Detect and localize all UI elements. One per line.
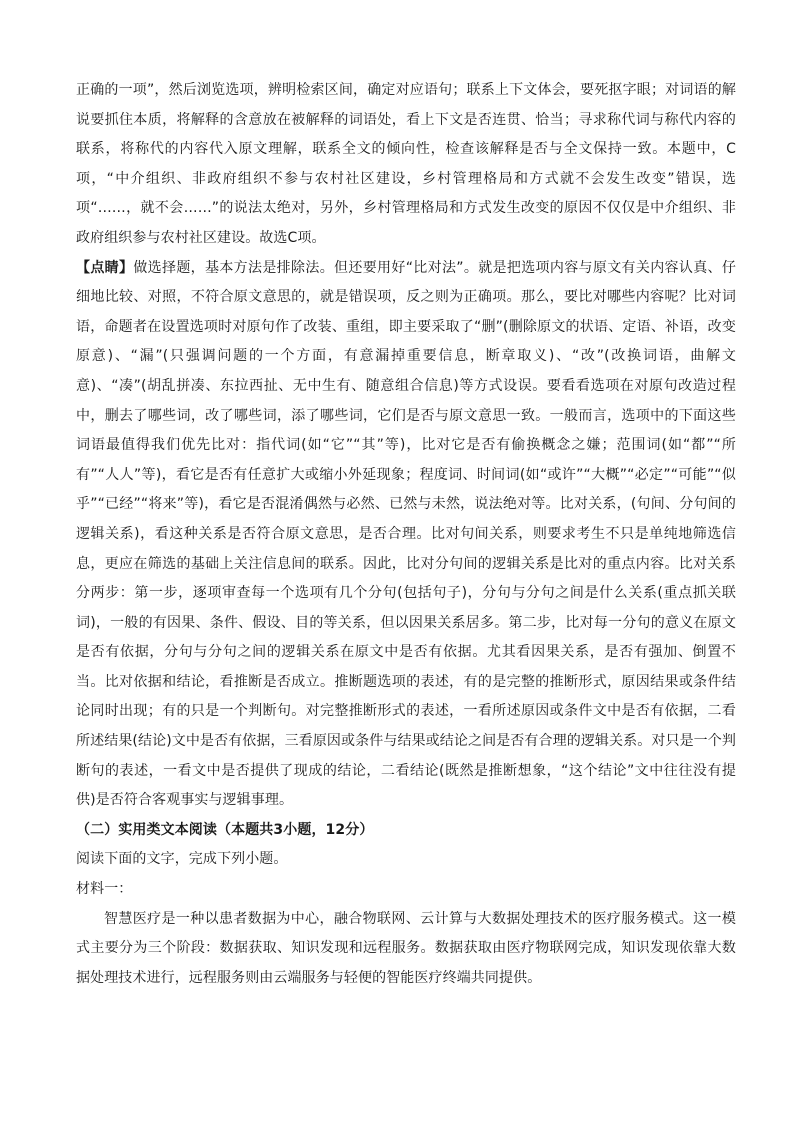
answer-explanation-paragraph: 正确的一项”，然后浏览选项，辨明检索区间，确定对应语句；联系上下文体会，要死抠字眼；对词语的解说要抓住本质，将解释的含意放在被解释的词语处，看上下文是否连贯、恰当；寻求称代词与称代内容的联系，将称代的内容代入原文理解，联系全文的倾向性，检查该解释是否与全文保持一致。本题中，C项，“中介组织、非政府组织不参与农村社区建设，乡村管理格局和方式就不会发生改变”错误，选项“……，就不会……”的说法太绝对，另外，乡村管理格局和方式发生改变的原因不仅仅是中介组织、非政府组织参与农村社区建设。故选C项。	[76, 82, 736, 246]
material-label: 材料一：	[76, 881, 133, 898]
section-heading: （二）实用类文本阅读（本题共3小题，12分）	[76, 821, 374, 838]
material-one-body: 智慧医疗是一种以患者数据为中心，融合物联网、云计算与大数据处理技术的医疗服务模式。这一模式主要分为三个阶段：数据获取、知识发现和远程服务。数据获取由医疗物联网完成，知识发现依靠大数据处理技术进行，远程服务则由云端服务与轻便的智能医疗终端共同提供。	[76, 910, 736, 986]
key-point-paragraph	[76, 254, 736, 816]
key-point-label: 【点睛】	[76, 259, 134, 276]
document-page	[76, 76, 736, 993]
key-point-text: 做选择题，基本方法是排除法。但还要用好“比对法”。就是把选项内容与原文有关内容认真、仔细地比较、对照，不符合原文意思的，就是错误项，反之则为正确项。那么，要比对哪些内容呢？比对词语，命题者在设置选项时对原句作了改装、重组，即主要采取了“删”(删除原文的状语、定语、补语，改变原意)、“漏”(只强调问题的一个方面，有意漏掉重要信息，断章取义)、“改”(改换词语，曲解文意)、“凑”(胡乱拼凑、东拉西扯、无中生有、随意组合信息)等方式设误。要看看选项在对原句改造过程中，删去了哪些词，改了哪些词，添了哪些词，它们是否与原文意思一致。一般而言，选项中的下面这些词语最值得我们优先比对：指代词(如“它”“其”等)，比对它是否有偷换概念之嫌；范围词(如“都”“所有”“人人”等)，看它是否有任意扩大或缩小外延现象；程度词、时间词(如“或许”“大概”“必定”“可能”“似乎”“已经”“将来”等)，看它是否混淆偶然与必然、已然与未然，说法绝对等。比对关系，(句间、分句间的逻辑关系)，看这种关系是否符合原文意思，是否合理。比对句间关系，则要求考生不只是单纯地筛选信息，更应在筛选的基础上关注信息间的联系。因此，比对分句间的逻辑关系是比对的重点内容。比对关系分两步：第一步，逐项审查每一个选项有几个分句(包括句子)，分句与分句之间是什么关系(重点抓关联词)，一般的有因果、条件、假设、目的等关系，但以因果关系居多。第二步，比对每一分句的意义在原文是否有依据，分句与分句之间的逻辑关系在原文中是否有依据。尤其看因果关系，是否有强加、倒置不当。比对依据和结论，看推断是否成立。推断题选项的表述，有的是完整的推断形式，原因结果或条件结论同时出现；有的只是一个判断句。对完整推断形式的表述，一看所述原因或条件文中是否有依据，二看所述结果(结论)文中是否有依据，三看原因或条件与结果或结论之间是否有合理的逻辑关系。对只是一个判断句的表述，一看文中是否提供了现成的结论，二看结论(既然是推断想象，“这个结论”文中往往没有提供)是否符合客观事实与逻辑事理。	[76, 259, 736, 809]
reading-instruction: 阅读下面的文字，完成下列小题。	[76, 851, 288, 868]
